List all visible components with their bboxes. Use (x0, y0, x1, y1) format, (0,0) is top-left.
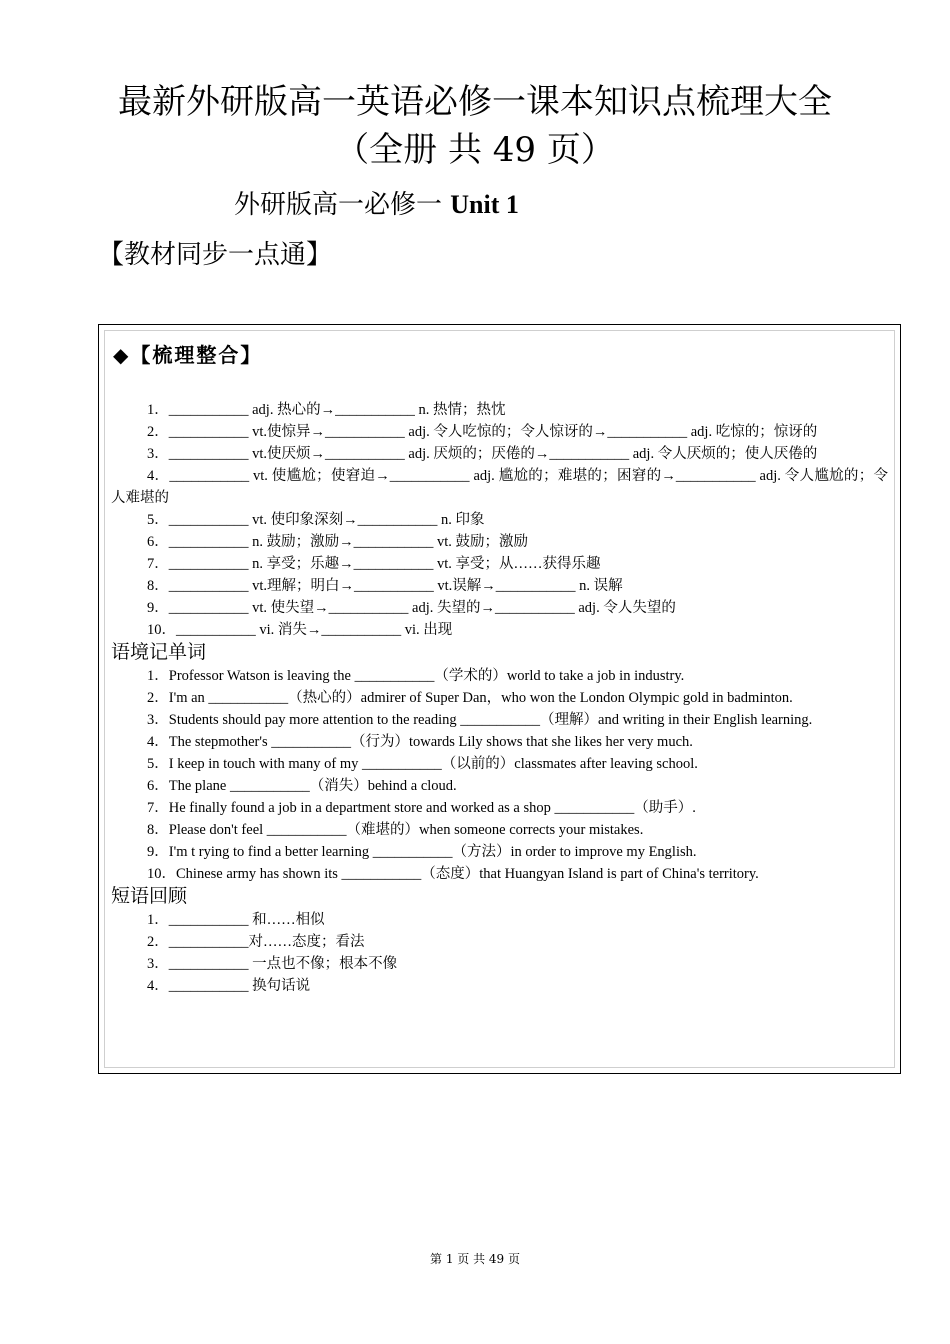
phrase-list (111, 909, 888, 997)
review-box-content (111, 399, 888, 997)
phrase-line: 4．___________ 换句话说 (147, 978, 311, 994)
unit-heading-label: Unit 1 (450, 190, 519, 219)
context-line: 7．He finally found a job in a department store and worked as a shop ___________（助手）. (147, 800, 696, 816)
document-subtitle: （全册 共 49 页） (335, 130, 615, 170)
review-box (98, 324, 901, 1074)
vocab-line: 10．___________ vi. 消失→___________ vi. 出现 (147, 622, 453, 638)
context-line: 3．Students should pay more attention to the reading ___________（理解）and writing in their English learning. (147, 712, 813, 728)
section-heading: 【教材同步一点通】 (98, 240, 333, 270)
context-line: 6．The plane ___________（消失）behind a cloud. (147, 778, 457, 794)
context-line: 1．Professor Watson is leaving the ___________（学术的）world to take a job in industry. (147, 668, 685, 684)
vocab-line: 1．___________ adj. 热心的→___________ n. 热情；热忱 (147, 402, 506, 418)
phrase-line: 1．___________ 和……相似 (147, 912, 325, 928)
vocab-list (111, 399, 888, 641)
phrase-line: 2．___________对……态度；看法 (147, 934, 365, 950)
vocab-line: 4．___________ vt. 使尴尬；使窘迫→___________ adj. 尴尬的；难堪的；困窘的→___________ adj. 令人尴尬的；令人难堪的 (111, 468, 888, 506)
vocab-line: 6．___________ n. 鼓励；激励→___________ vt. 鼓励；激励 (147, 534, 529, 550)
context-line: 8．Please don't feel ___________（难堪的）when someone corrects your mistakes. (147, 822, 644, 838)
vocab-line: 5．___________ vt. 使印象深刻→___________ n. 印象 (147, 512, 485, 528)
vocab-line: 9．___________ vt. 使失望→___________ adj. 失望的→___________ adj. 令人失望的 (147, 600, 676, 616)
context-line: 9．I'm t rying to find a better learning ___________（方法）in order to improve my English. (147, 844, 697, 860)
document-title: 最新外研版高一英语必修一课本知识点梳理大全 (118, 82, 832, 122)
vocab-line: 2．___________ vt.使惊异→___________ adj. 令人吃惊的；令人惊讶的→___________ adj. 吃惊的；惊讶的 (147, 424, 818, 440)
phrase-heading: 短语回顾 (111, 886, 188, 907)
unit-heading (234, 186, 519, 224)
phrase-line: 3．___________ 一点也不像；根本不像 (147, 956, 398, 972)
vocab-line: 3．___________ vt.使厌烦→___________ adj. 厌烦的；厌倦的→___________ adj. 令人厌烦的；使人厌倦的 (147, 446, 818, 462)
review-box-heading: ◆【梳理整合】 (113, 343, 263, 367)
page-footer: 第 1 页 共 49 页 (430, 1252, 520, 1266)
context-line: 10．Chinese army has shown its ___________（态度）that Huangyan Island is part of China's territory. (147, 866, 759, 882)
context-list (111, 665, 888, 885)
context-line: 2．I'm an ___________（热心的）admirer of Super Dan，who won the London Olympic gold in badminton. (147, 690, 793, 706)
vocab-line: 8．___________ vt.理解；明白→___________ vt.误解→___________ n. 误解 (147, 578, 623, 594)
context-line: 4．The stepmother's ___________（行为）towards Lily shows that she likes her very much. (147, 734, 693, 750)
unit-heading-prefix: 外研版高一必修一 (234, 190, 451, 220)
context-line: 5．I keep in touch with many of my ___________（以前的）classmates after leaving school. (147, 756, 698, 772)
vocab-line: 7．___________ n. 享受；乐趣→___________ vt. 享受；从……获得乐趣 (147, 556, 601, 572)
context-heading: 语境记单词 (111, 642, 207, 663)
